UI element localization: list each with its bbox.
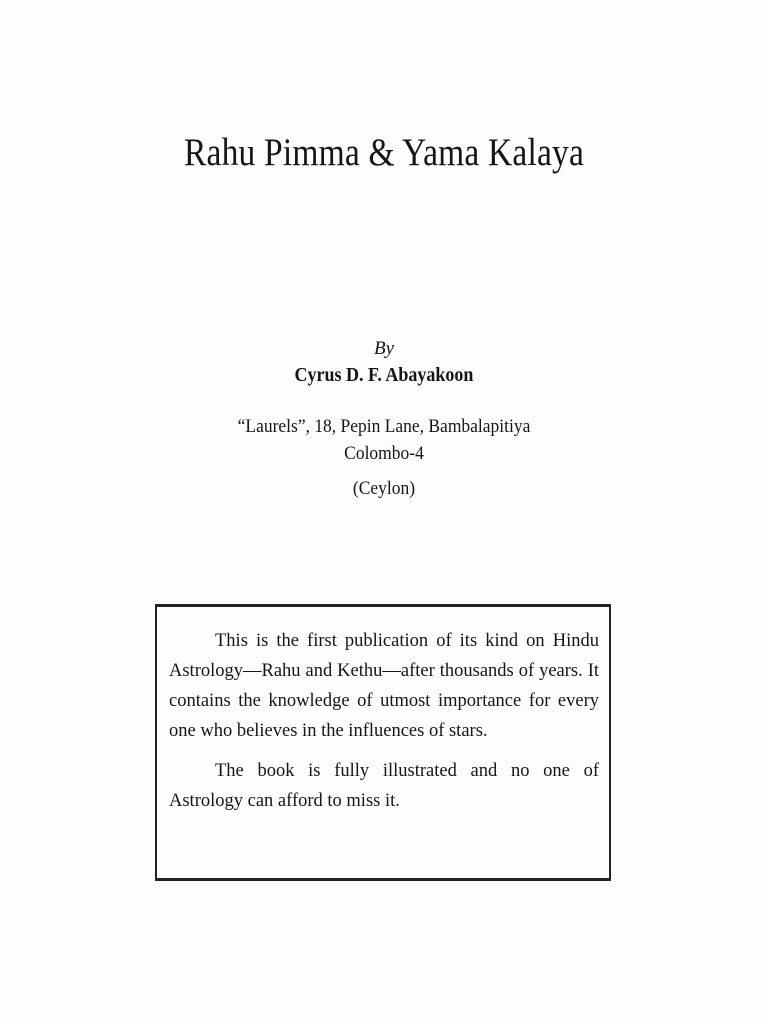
- notice-box: [155, 604, 611, 881]
- notice-paragraph-2: The book is fully illustrated and no one of Astrology can afford to miss it.: [169, 761, 599, 811]
- notice-paragraph-1: This is the first publication of its kind on Hindu Astrology—Rahu and Kethu—after thousands of years. It contains the knowledge of utmost importance for every one who believes in the influences of stars.: [169, 631, 599, 741]
- by-label: By: [373, 338, 395, 359]
- notice-text: [169, 626, 599, 816]
- notice-top-rule: [157, 604, 609, 607]
- notice-bottom-rule: [157, 878, 609, 881]
- author-name: Cyrus D. F. Abayakoon: [294, 364, 474, 386]
- address-line-3: (Ceylon): [352, 478, 416, 499]
- address-line-2: Colombo-4: [344, 443, 424, 464]
- address-line-1: “Laurels”, 18, Pepin Lane, Bambalapitiya: [237, 416, 531, 437]
- book-title: Rahu Pimma & Yama Kalaya: [183, 131, 585, 174]
